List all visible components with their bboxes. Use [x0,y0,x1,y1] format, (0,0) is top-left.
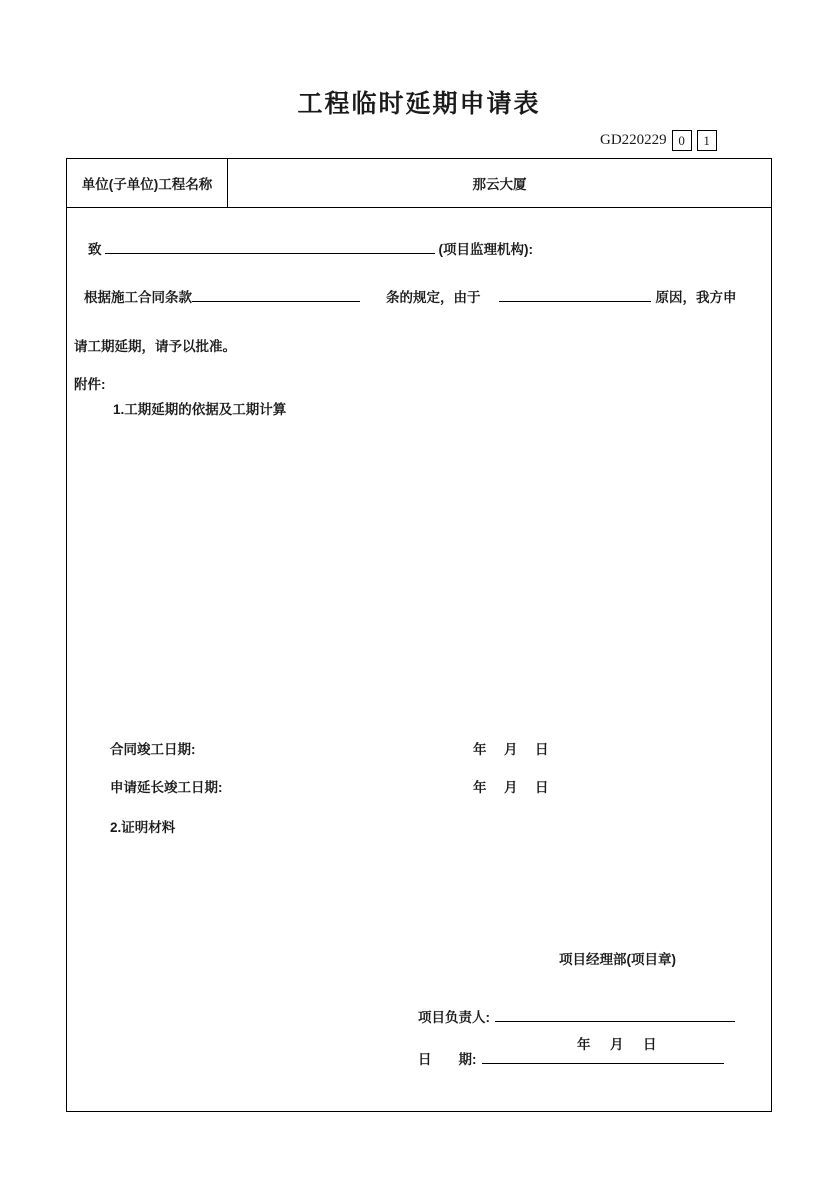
extension-date-ymd: 年 月 日 [473,780,551,795]
request-line: 请工期延期，请予以批准。 [74,339,236,354]
project-manager-blank-field [495,1007,735,1022]
unit-name-value: 那云大厦 [472,177,527,192]
form-code [600,128,717,153]
extension-date-label: 申请延长竣工日期: [110,780,223,795]
reason-blank-field [499,287,651,302]
signature-date-line [418,1048,724,1068]
evidence-item-2: 2.证明材料 [110,820,176,835]
project-manager-label: 项目负责人: [418,1010,490,1025]
clause-prefix: 根据施工合同条款 [84,290,192,305]
signature-date-ymd: 年 月 日 [577,1037,660,1052]
unit-name-row [67,159,771,208]
clause-number-blank-field [192,287,360,302]
clause-suffix: 原因，我方申 [655,290,737,305]
form-title: 工程临时延期申请表 [297,90,541,118]
to-prefix: 致 [88,242,102,257]
form-body [67,208,771,1111]
to-blank-field [105,239,435,254]
dept-stamp-label: 项目经理部(项目章) [559,952,676,967]
contract-completion-date-label: 合同竣工日期: [110,742,196,757]
unit-name-label: 单位(子单位)工程名称 [67,159,228,207]
to-suffix: (项目监理机构): [438,242,533,257]
form-code-box-0: 0 [672,130,692,151]
clause-middle: 条的规定，由于 [386,290,481,305]
form-code-box-1: 1 [697,130,717,151]
attachment-label: 附件: [74,377,106,392]
form-table [66,158,772,1112]
signature-date-label: 日 期: [418,1052,477,1067]
contract-completion-date-ymd: 年 月 日 [473,742,551,757]
to-line [88,238,533,258]
project-manager-line [418,1006,735,1026]
form-code-label: GD220229 [600,132,667,148]
clause-line [84,286,737,306]
attachment-item-1: 1.工期延期的依据及工期计算 [113,402,287,417]
signature-date-blank-field [482,1049,724,1064]
